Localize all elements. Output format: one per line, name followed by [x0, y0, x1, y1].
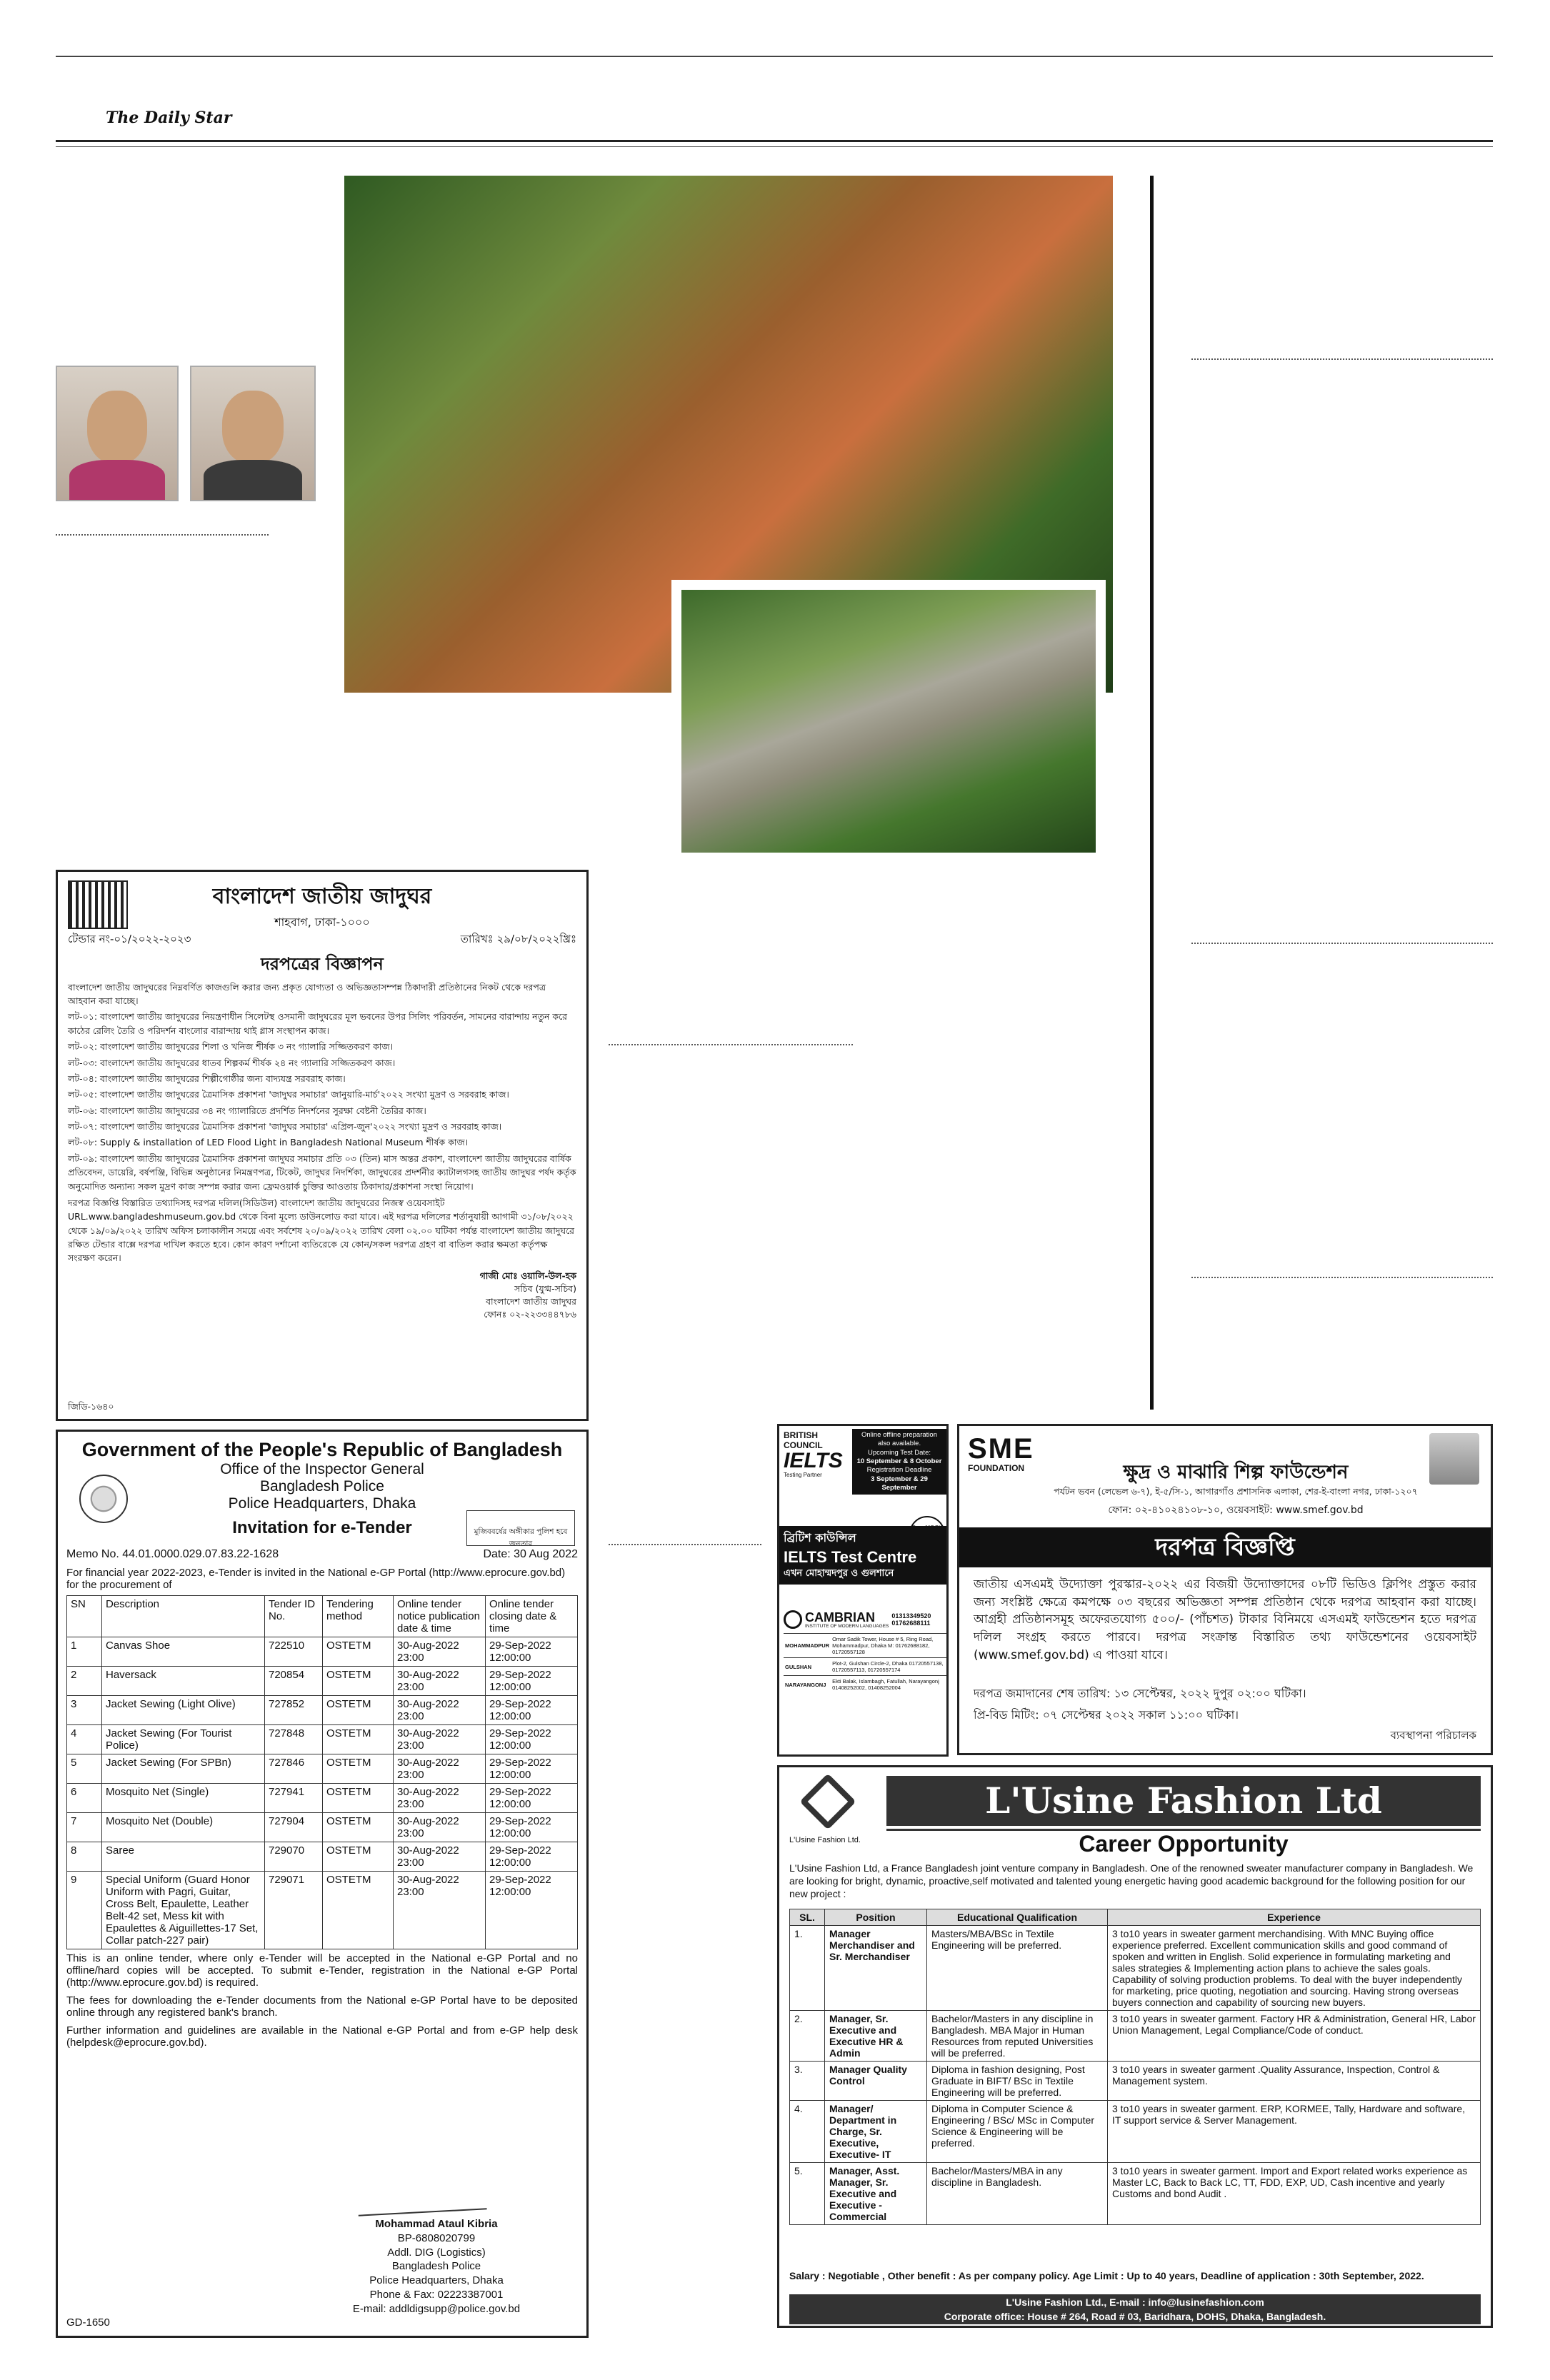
lusine-company: L'Usine Fashion Ltd — [886, 1776, 1481, 1826]
cell: 30-Aug-2022 23:00 — [394, 1872, 486, 1949]
sme-tender-ad — [957, 1424, 1493, 1755]
cell: Jacket Sewing (For SPBn) — [102, 1754, 265, 1784]
lusine-logo-icon — [799, 1773, 856, 1829]
cell: Mosquito Net (Double) — [102, 1813, 265, 1842]
column-header: Experience — [1108, 1909, 1481, 1926]
column-header: SN — [67, 1596, 102, 1637]
police-email: E-mail: addldigsupp@police.gov.bd — [352, 2302, 521, 2315]
cell: 7 — [67, 1813, 102, 1842]
ielts-deadline-label: Registration Deadline — [866, 1466, 932, 1475]
divider-left — [56, 534, 269, 536]
police-gov: Government of the People's Republic of Bangladesh — [81, 1439, 563, 1460]
portrait-thumbnail-1 — [56, 366, 179, 501]
ielts-branch-table — [784, 1633, 946, 1693]
museum-lot: লট-০৯: বাংলাদেশ জাতীয় জাদুঘরের ত্রৈমাসিক প্রকাশনা জাদুঘর সমাচার প্রতি ০৩ (তিন) মাস অন্তর প্রকাশ, বাংলাদেশ জাতীয় জাদুঘরের বার্ষিক প্রতিবেদন, ডায়েরি, বর্ষপঞ্জি, বিভিন্ন অনুষ্ঠানের নিমন্ত্রণপত্র, টিকেট, জাদুঘর নিদর্শিকা, জাদুঘরের প্রদর্শনীর ক্যাটালগসহ জাতীয় জাদুঘর পর্ষদ কর্তৃক অনুমোদিত অন্যান্য সকল মুদ্রণ কাজ সম্পন্ন করার জন্য ফ্রেমওয়ার্ক চুক্তির আওতায় ঠিকাদার/প্রকাশনা সংস্থা নিয়োগ। — [68, 1153, 576, 1192]
cell: GULSHAN — [785, 1663, 812, 1670]
cell: 3 to10 years in sweater garment. Factory HR & Administration, General HR, Labor Union Management, Legal Compliance/Code of conduct. — [1108, 2011, 1481, 2062]
cell: 29-Sep-2022 12:00:00 — [486, 1784, 578, 1813]
column-header: Description — [102, 1596, 265, 1637]
museum-signer-org: বাংলাদেশ জাতীয় জাদুঘর — [486, 1296, 576, 1307]
lusine-address: Corporate office: House # 264, Road # 03, Baridhara, DOHS, Dhaka, Bangladesh. — [944, 2311, 1326, 2323]
cell: Canvas Shoe — [102, 1637, 265, 1667]
lusine-salary: Salary : Negotiable , Other benefit : As per company policy. Age Limit : Up to 40 years, Deadline of application : 30th September, 2022. — [789, 2270, 1424, 2281]
museum-lot: লট-০৮: Supply & installation of LED Flood Light in Bangladesh National Museum শীর্ষক কাজ। — [68, 1137, 469, 1148]
police-office1: Office of the Inspector General — [220, 1461, 424, 1477]
museum-logo — [68, 880, 128, 929]
museum-lot: লট-০৪: বাংলাদেশ জাতীয় জাদুঘরের শিল্পীগোষ্ঠীর জন্য বাদ্যযন্ত্র সরবরাহ কাজ। — [68, 1073, 346, 1084]
cell: 3 to10 years in sweater garment merchandising. With MNC Buying office experience preferred. Excellent communication skills and good command of spoken and written in English. Solid experience in formulating marketing and sales strategies & Implementing action plans to achieve the sales goals. Capability of solving production problems. To deal with the buyer independently for marketing, price quoting, negotiation and sourcing. Having strong overseas buyers connection and capability of sourcing new buyers. — [1108, 1926, 1481, 2011]
cell: 729070 — [265, 1842, 323, 1872]
police-org: Bangladesh Police — [391, 2260, 481, 2273]
column-header: Position — [825, 1909, 927, 1926]
police-title: Invitation for e-Tender — [232, 1518, 412, 1537]
table-row — [784, 1658, 946, 1676]
table-row — [790, 2062, 1481, 2101]
cell: Masters/MBA/BSc in Textile Engineering will be preferred. — [927, 1926, 1108, 2011]
cell: OSTETM — [323, 1813, 394, 1842]
police-note-1: This is an online tender, where only e-Tender will be accepted in the National e-GP Portal and no offline/hard copies will be accepted. To submit e-Tender, registration in the National e-GP Portal (http://www.eprocure.gov.bd) is required. — [66, 1952, 578, 1989]
cell: 30-Aug-2022 23:00 — [394, 1813, 486, 1842]
cell: 1. — [790, 1926, 825, 2011]
cell: 727941 — [265, 1784, 323, 1813]
cell: 3 to10 years in sweater garment. Import and Export related works experience as Master LC, Back to Back LC, TT, FDD, EXP, UD, Cash incentive and yearly Customs and bond Audit . — [1108, 2163, 1481, 2225]
museum-lot: লট-০৩: বাংলাদেশ জাতীয় জাদুঘরের ধাতব শিল্পকর্ম শীর্ষক ২৪ নং গ্যালারি সজ্জিতকরণ কাজ। — [68, 1057, 396, 1068]
cell: Omar Sadik Tower, House # 5, Ring Road, Mohammadpur, Dhaka M: 01762688182, 01720557128 — [832, 1636, 934, 1655]
table-row — [790, 2163, 1481, 2225]
cell: 729071 — [265, 1872, 323, 1949]
lusine-logo-text: L'Usine Fashion Ltd. — [789, 1836, 861, 1844]
table-row — [784, 1634, 946, 1658]
ielts-brand: IELTS — [784, 1449, 843, 1472]
cell: MOHAMMADPUR — [785, 1642, 830, 1649]
cell: 3 — [67, 1696, 102, 1725]
cambrian-logo-icon — [784, 1610, 802, 1629]
lusine-career-ad — [777, 1765, 1493, 2328]
table-row — [67, 1696, 578, 1725]
cell: 29-Sep-2022 12:00:00 — [486, 1872, 578, 1949]
cell: 1 — [67, 1637, 102, 1667]
column-header: Educational Qualification — [927, 1909, 1108, 1926]
cell: Jacket Sewing (Light Olive) — [102, 1696, 265, 1725]
cell: 29-Sep-2022 12:00:00 — [486, 1725, 578, 1754]
police-note-2: The fees for downloading the e-Tender documents from the National e-GP Portal have to be deposited online through any registered bank's branch. — [66, 1994, 578, 2019]
police-title2: Addl. DIG (Logistics) — [387, 2246, 486, 2259]
police-tender-table — [66, 1595, 578, 1949]
cell: Mosquito Net (Single) — [102, 1784, 265, 1813]
table-row — [67, 1872, 578, 1949]
cell: Ekti Balak, Islambagh, Fatullah, Narayangonj 01408252002, 01408252004 — [832, 1678, 939, 1691]
police-signature — [357, 2189, 486, 2216]
table-header-row — [67, 1596, 578, 1637]
cell: 30-Aug-2022 23:00 — [394, 1754, 486, 1784]
table-row — [67, 1754, 578, 1784]
sme-signer: ব্যবস্থাপনা পরিচালক — [1390, 1729, 1476, 1742]
table-row — [67, 1637, 578, 1667]
column-header: SL. — [790, 1909, 825, 1926]
cell: Plot-2, Gulshan Circle-2, Dhaka 01720557138, 01720557113, 01720557174 — [832, 1660, 944, 1673]
lusine-intro: L'Usine Fashion Ltd, a France Bangladesh joint venture company in Bangladesh. One of the renowned sweater manufacturer company in Bangladesh. We are looking for bright, dynamic, proactive,self motivated and talented young energetic having good academic background for the following position for our new project : — [789, 1862, 1474, 1900]
cell: 722510 — [265, 1637, 323, 1667]
museum-phone: ফোনঃ ০২-২২৩৩৪৪৭৮৬ — [484, 1309, 576, 1320]
cell: 8 — [67, 1842, 102, 1872]
sme-address: পর্যটন ভবন (লেভেল ৬-৭), ই-৫/সি-১, আগারগাঁও প্রশাসনিক এলাকা, শের-ই-বাংলা নগর, ঢাকা-১২০৭ — [1054, 1486, 1418, 1497]
table-row — [67, 1667, 578, 1696]
police-office3: Police Headquarters, Dhaka — [228, 1495, 416, 1512]
cell: Diploma in Computer Science & Engineering / BSc/ MSc in Computer Science & Engineering will be preferred. — [927, 2101, 1108, 2163]
sme-contact: ফোন: ০২-৪১০২৪১০৮-১০, ওয়েবসাইট: www.smef.gov.bd — [1108, 1505, 1364, 1516]
cambrian-phones: 01313349520 01762688111 — [891, 1612, 931, 1627]
cell: 29-Sep-2022 12:00:00 — [486, 1667, 578, 1696]
divider-right-3 — [1191, 1277, 1493, 1278]
cell: Bachelor/Masters in any discipline in Bangladesh. MBA Major in Human Resources from reputed Universities will be preferred. — [927, 2011, 1108, 2062]
british-council-brand: BRITISH COUNCIL — [784, 1430, 823, 1450]
cell: 720854 — [265, 1667, 323, 1696]
cell: 3. — [790, 2062, 825, 2101]
ielts-centre: IELTS Test Centre — [784, 1548, 917, 1566]
museum-address: শাহবাগ, ঢাকা-১০০০ — [274, 915, 370, 929]
divider-mid-1 — [609, 1044, 853, 1045]
portrait-thumbnail-2 — [190, 366, 316, 501]
cell: OSTETM — [323, 1667, 394, 1696]
table-header-row — [790, 1909, 1481, 1926]
cell: Diploma in fashion designing, Post Graduate in BIFT/ BSc in Textile Engineering will be preferred. — [927, 2062, 1108, 2101]
masthead-rule-2 — [56, 146, 1493, 147]
cell: Manager Merchandiser and Sr. Merchandiser — [825, 1926, 927, 2011]
cell: 2 — [67, 1667, 102, 1696]
museum-code: জিডি-১৬৪০ — [68, 1400, 114, 1412]
ielts-dates: 10 September & 8 October — [856, 1457, 942, 1466]
cambrian-sub: INSTITUTE OF MODERN LANGUAGES — [805, 1623, 889, 1629]
cell: Manager Quality Control — [825, 2062, 927, 2101]
museum-intro: বাংলাদেশ জাতীয় জাদুঘরের নিম্নবর্ণিত কাজগুলি করার জন্য প্রকৃত যোগ্যতা ও অভিজ্ঞতাসম্পন্ন ঠিকাদারী প্রতিষ্ঠানের নিকট থেকে দরপত্র আহবান করা যাচ্ছে। — [68, 981, 546, 1007]
ielts-online: Online offline preparation also available. — [861, 1431, 937, 1448]
column-header: Online tender closing date & time — [486, 1596, 578, 1637]
cell: 30-Aug-2022 23:00 — [394, 1725, 486, 1754]
cell: OSTETM — [323, 1725, 394, 1754]
police-code: GD-1650 — [66, 2316, 110, 2329]
cell: NARAYANGONJ — [785, 1681, 826, 1688]
lusine-jobs-table — [789, 1909, 1481, 2225]
ielts-upcoming: Upcoming Test Date: — [867, 1448, 931, 1457]
cell: OSTETM — [323, 1637, 394, 1667]
museum-lot: লট-০৭: বাংলাদেশ জাতীয় জাদুঘরের ত্রৈমাসিক প্রকাশনা 'জাদুঘর সমাচার' এপ্রিল-জুন'২০২২ সংখ্যা মুদ্রণ ও সরবরাহ কাজ। — [68, 1121, 502, 1133]
top-rule — [56, 56, 1493, 57]
cambrian-name: CAMBRIAN — [805, 1610, 875, 1625]
table-row — [784, 1676, 946, 1694]
huts-photo — [671, 580, 1106, 863]
museum-body: দরপত্র বিজ্ঞপ্তি বিস্তারিত তথ্যাদিসহ দরপত্র দলিল(সিডিউল) বাংলাদেশ জাতীয় জাদুঘরের নিজস্ব ওয়েবসাইট URL.www.bangladeshmuseum.gov.bd থেকে বিনা মূল্যে ডাউনলোড করা যাবে। এই দরপত্র দলিলের শর্তানুযায়ী আগামী ৩১/০৮/২০২২ থেকে ১৯/০৯/২০২২ তারিখ অফিস চলাকালীন সময়ে এবং সর্বশেষ ২০/০৯/২০২২ তারিখ বেলা ০২.০০ ঘটিকা পর্যন্ত বাংলাদেশ জাতীয় জাদুঘরে রক্ষিত টেন্ডার বাক্সে দরপত্র দাখিল করতে হবে। কোন কারণ দর্শানো ব্যতিরেকে যে কোন/সকল দরপত্র গ্রহণ বা বাতিল করার ক্ষমতা কর্তৃপক্ষ সংরক্ষণ করেন। — [68, 1197, 575, 1264]
cell: Manager, Asst. Manager, Sr. Executive and Executive -Commercial — [825, 2163, 927, 2225]
police-date: Date: 30 Aug 2022 — [483, 1548, 578, 1560]
cell: Saree — [102, 1842, 265, 1872]
cell: 29-Sep-2022 12:00:00 — [486, 1813, 578, 1842]
column-rule — [1150, 176, 1154, 1410]
cell: 2. — [790, 2011, 825, 2062]
police-office2: Bangladesh Police — [260, 1478, 384, 1495]
sme-logo: SME FOUNDATION — [968, 1433, 1034, 1473]
sme-meeting: প্রি-বিড মিটিং: ০৭ সেপ্টেম্বর ২০২২ সকাল ১১:০০ ঘটিকা। — [974, 1708, 1239, 1722]
museum-signer-title: সচিব (যুগ্ম-সচিব) — [514, 1282, 576, 1294]
museum-tender-no: টেন্ডার নং-০১/২০২২-২০২৩ — [68, 933, 191, 946]
table-row — [790, 2011, 1481, 2062]
cell: 30-Aug-2022 23:00 — [394, 1784, 486, 1813]
cell: 29-Sep-2022 12:00:00 — [486, 1754, 578, 1784]
table-row — [67, 1725, 578, 1754]
ielts-deadline: 3 September & 29 September — [871, 1475, 928, 1492]
divider-right-2 — [1191, 943, 1493, 944]
table-row — [790, 2101, 1481, 2163]
police-badge: মুজিববর্ষের অঙ্গীকার পুলিশ হবে জনতার — [466, 1510, 575, 1546]
cell: 5 — [67, 1754, 102, 1784]
sme-body: জাতীয় এসএমই উদ্যোক্তা পুরস্কার-২০২২ এর বিজয়ী উদ্যোক্তাদের ০৮টি ভিডিও ক্লিপিং প্রস্তুত করার জন্য সংশ্লিষ্ট ক্ষেত্রে কমপক্ষে ০৩ বছরের অভিজ্ঞতা সম্পন্ন প্রতিষ্ঠান থেকে দরপত্র আহবান করা যাচ্ছে। আগ্রহী প্রতিষ্ঠানসমূহ অফেরতযোগ্য ৫০০/- (পাঁচশত) টাকার বিনিময়ে এসএমই ফাউন্ডেশন হতে দরপত্র দলিল সংগ্রহ করতে পারবে। দরপত্র সংক্রান্ত বিস্তারিত তথ্য ফাউন্ডেশনের ওয়েবসাইট (www.smef.gov.bd) এ পাওয়া যাবে। — [974, 1577, 1476, 1662]
museum-lot: লট-০৫: বাংলাদেশ জাতীয় জাদুঘরের ত্রৈমাসিক প্রকাশনা 'জাদুঘর সমাচার' জানুয়ারি-মার্চ'২০২২ সংখ্যা মুদ্রণ ও সরবরাহ কাজ। — [68, 1089, 509, 1100]
cell: 30-Aug-2022 23:00 — [394, 1842, 486, 1872]
museum-lot: লট-০১: বাংলাদেশ জাতীয় জাদুঘরের নিয়ন্ত্রণাধীন সিলেটস্থ ওসমানী জাদুঘরের মূল ভবনের উপর সিলিং পরিবর্তন, সামনের বারান্দায় নতুন করে কাঠের রেলিং তৈরি ও পরিদর্শন বাংলোর বারান্দায় থাই গ্লাস সংস্থাপন কাজ। — [68, 1011, 568, 1036]
cell: 4. — [790, 2101, 825, 2163]
cell: 727848 — [265, 1725, 323, 1754]
divider-mid-2 — [609, 1544, 761, 1545]
cell: 727904 — [265, 1813, 323, 1842]
ielts-bn-2: এখন মোহাম্মদপুর ও গুলশানে — [784, 1568, 894, 1579]
ielts-partner: Testing Partner — [784, 1472, 822, 1478]
museum-signer: গাজী মোঃ ওয়ালি-উল-হক — [479, 1270, 576, 1281]
police-memo: Memo No. 44.01.0000.029.07.83.22-1628 — [66, 1548, 279, 1560]
cell: 6 — [67, 1784, 102, 1813]
table-row — [67, 1842, 578, 1872]
cell: Jacket Sewing (For Tourist Police) — [102, 1725, 265, 1754]
cell: 30-Aug-2022 23:00 — [394, 1637, 486, 1667]
cell: 30-Aug-2022 23:00 — [394, 1696, 486, 1725]
ielts-bn-1: ব্রিটিশ কাউন্সিল — [784, 1531, 856, 1545]
divider-right-1 — [1191, 358, 1493, 360]
cell: OSTETM — [323, 1872, 394, 1949]
police-note-3: Further information and guidelines are available in the National e-GP Portal and from e-GP help desk (helpdesk@eprocure.gov.bd). — [66, 2024, 578, 2049]
column-header: Tendering method — [323, 1596, 394, 1637]
cell: Bachelor/Masters/MBA in any discipline in Bangladesh. — [927, 2163, 1108, 2225]
cell: 727846 — [265, 1754, 323, 1784]
column-header: Online tender notice publication date & time — [394, 1596, 486, 1637]
cell: Manager/ Department in Charge, Sr. Executive, Executive- IT — [825, 2101, 927, 2163]
museum-lot-list — [68, 1010, 576, 1193]
cell: 29-Sep-2022 12:00:00 — [486, 1637, 578, 1667]
masthead: The Daily Star — [106, 109, 232, 127]
cell: OSTETM — [323, 1842, 394, 1872]
lusine-email: L'Usine Fashion Ltd., E-mail : info@lusinefashion.com — [1006, 2296, 1264, 2308]
cell: OSTETM — [323, 1696, 394, 1725]
sme-deadline: দরপত্র জমাদানের শেষ তারিখ: ১৩ সেপ্টেম্বর, ২০২২ দুপুর ০২:০০ ঘটিকা। — [974, 1687, 1306, 1700]
cell: 4 — [67, 1725, 102, 1754]
cell: 9 — [67, 1872, 102, 1949]
museum-heading: দরপত্রের বিজ্ঞাপন — [261, 953, 384, 974]
museum-lot: লট-০৬: বাংলাদেশ জাতীয় জাদুঘরের ৩৪ নং গ্যালারিতে প্রদর্শিত নিদর্শনের সুরক্ষা বেষ্টনী তৈরির কাজ। — [68, 1105, 426, 1116]
cell: 30-Aug-2022 23:00 — [394, 1667, 486, 1696]
cell: OSTETM — [323, 1784, 394, 1813]
museum-date: তারিখঃ ২৯/০৮/২০২২খ্রিঃ — [460, 933, 576, 946]
cell: 3 to10 years in sweater garment .Quality Assurance, Inspection, Control & Management system. — [1108, 2062, 1481, 2101]
police-bp: BP-6808020799 — [397, 2231, 476, 2244]
museum-lot: লট-০২: বাংলাদেশ জাতীয় জাদুঘরের শিলা ও খনিজ শীর্ষক ৩ নং গ্যালারি সজ্জিতকরণ কাজ। — [68, 1041, 394, 1053]
cell: 3 to10 years in sweater garment. ERP, KORMEE, Tally, Hardware and software, IT support service & Server Management. — [1108, 2101, 1481, 2163]
table-row — [790, 1926, 1481, 2011]
column-header: Tender ID No. — [265, 1596, 323, 1637]
cell: 727852 — [265, 1696, 323, 1725]
cell: OSTETM — [323, 1754, 394, 1784]
museum-org: বাংলাদেশ জাতীয় জাদুঘর — [212, 884, 432, 909]
sme-org: ক্ষুদ্র ও মাঝারি শিল্প ফাউন্ডেশন — [1123, 1462, 1349, 1483]
cell: Manager, Sr. Executive and Executive HR & Admin — [825, 2011, 927, 2062]
police-phone: Phone & Fax: 02223387001 — [369, 2288, 504, 2301]
lusine-subtitle: Career Opportunity — [886, 1829, 1481, 1857]
cell: 29-Sep-2022 12:00:00 — [486, 1696, 578, 1725]
police-etender-ad — [56, 1430, 589, 2338]
cell: 5. — [790, 2163, 825, 2225]
police-emblem — [79, 1475, 128, 1523]
police-signer: Mohammad Ataul Kibria — [375, 2218, 498, 2230]
sme-heading: দরপত্র বিজ্ঞপ্তি — [959, 1527, 1491, 1567]
table-row — [67, 1784, 578, 1813]
ielts-ad — [777, 1424, 949, 1757]
police-intro: For financial year 2022-2023, e-Tender is invited in the National e-GP Portal (http://www.eprocure.gov.bd) for the procurement of — [66, 1567, 566, 1591]
masthead-rule-1 — [56, 140, 1493, 142]
cell: Haversack — [102, 1667, 265, 1696]
table-row — [67, 1813, 578, 1842]
sme-portrait — [1429, 1433, 1479, 1485]
police-hq: Police Headquarters, Dhaka — [369, 2274, 504, 2287]
cell: 29-Sep-2022 12:00:00 — [486, 1842, 578, 1872]
cell: Special Uniform (Guard Honor Uniform with Pagri, Guitar, Cross Belt, Epaulette, Leather Belt-42 set, Mess kit with Epaulettes & Aiguillettes-17 Set, Collar patch-227 pair) — [102, 1872, 265, 1949]
museum-tender-ad — [56, 870, 589, 1421]
